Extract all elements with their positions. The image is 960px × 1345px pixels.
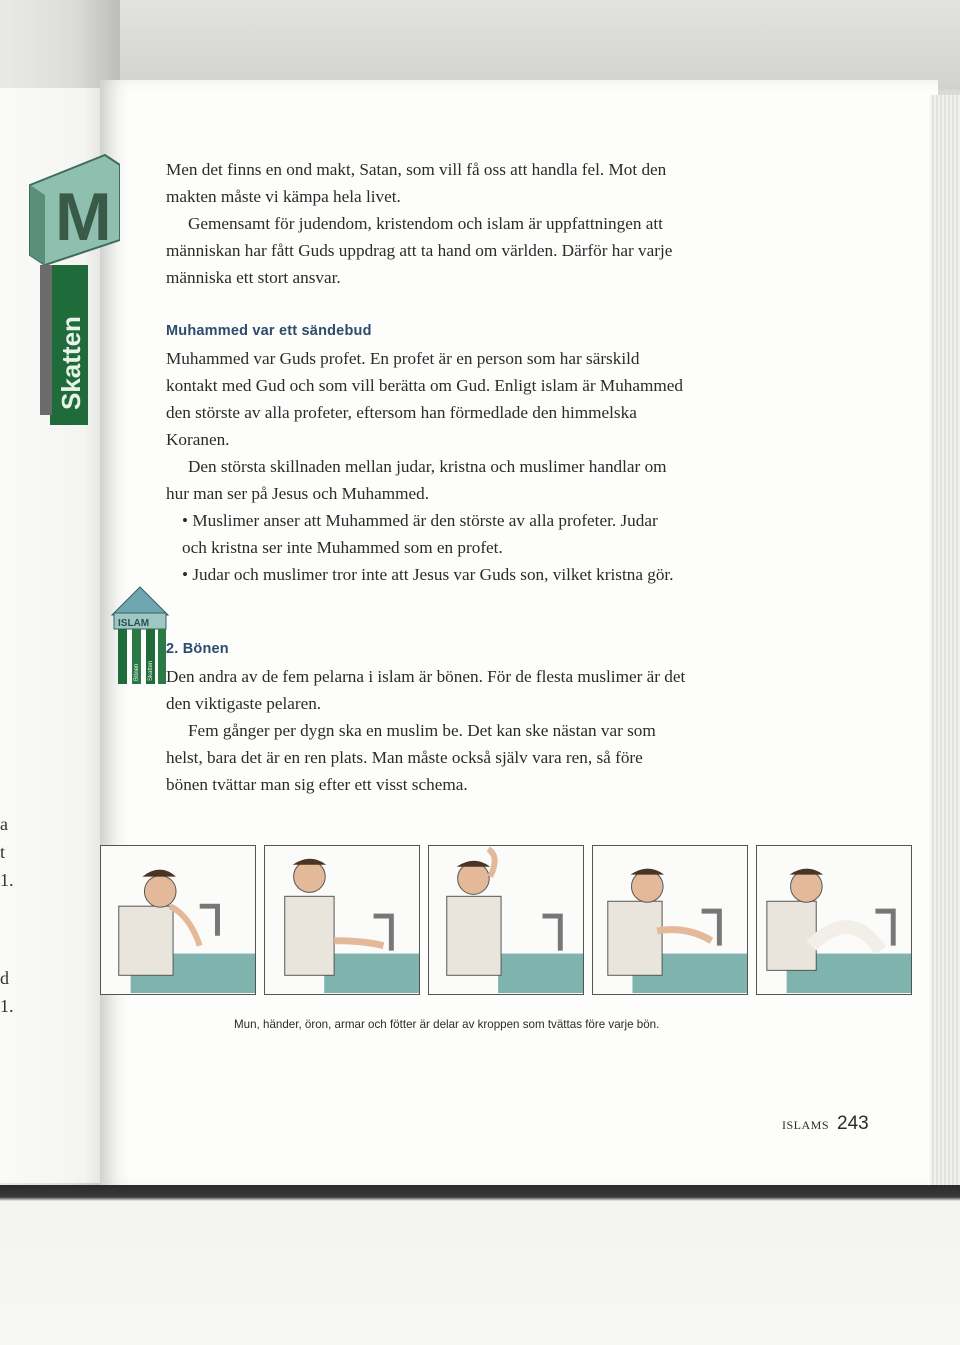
paragraph: Den andra av de fem pelarna i islam är bönen. För de flesta muslimer är det den viktigaste pelaren. bbox=[166, 667, 686, 713]
margin-letter: t bbox=[0, 842, 6, 862]
bullet-item: • Judar och muslimer tror inte att Jesus var Guds son, vilket kristna gör. bbox=[182, 565, 674, 584]
figure-caption: Mun, händer, öron, armar och fötter är delar av kroppen som tvättas före varje bön. bbox=[234, 1018, 660, 1031]
paragraph: Den största skillnaden mellan judar, kristna och muslimer handlar om hur man ser på Jesus och Muhammed. bbox=[166, 457, 667, 503]
bullet-text: Muslimer anser att Muhammed är den störste av alla profeter. Judar och kristna ser inte Muhammed som en profet. bbox=[182, 511, 658, 557]
pillar-illustration-large bbox=[10, 145, 120, 435]
pillar-small-label: Bönen bbox=[134, 663, 140, 681]
wash-ears-illustration bbox=[428, 845, 584, 995]
page-stack-edge bbox=[930, 95, 960, 1190]
section-heading: Muhammed var ett sändebud bbox=[166, 323, 372, 339]
scanner-top bbox=[100, 0, 960, 90]
page-number: 243 bbox=[837, 1113, 869, 1134]
paragraph: Fem gånger per dygn ska en muslim be. Det kan ske nästan var som helst, bara det är en ren plats. Man måste också själv vara ren, så före bönen tvättar man sig efter ett visst schema. bbox=[166, 721, 656, 794]
section-prayer bbox=[166, 636, 686, 798]
bullet-text: Judar och muslimer tror inte att Jesus var Guds son, vilket kristna gör. bbox=[192, 565, 674, 584]
pillar-small-word: ISLAM bbox=[118, 618, 150, 629]
chapter-label: ISLAMS bbox=[782, 1118, 830, 1132]
bullet-item: • Muslimer anser att Muhammed är den störste av alla profeter. Judar och kristna ser inte Muhammed som en profet. bbox=[182, 511, 658, 557]
paragraph: Men det finns en ond makt, Satan, som vill få oss att handla fel. Mot den makten måste vi kämpa hela livet. bbox=[166, 160, 667, 206]
wash-hands-illustration bbox=[264, 845, 420, 995]
pillar-letter: M bbox=[55, 179, 112, 255]
wash-feet-illustration bbox=[756, 845, 912, 995]
pillar-word: Skatten bbox=[56, 316, 86, 410]
wash-mouth-illustration bbox=[100, 845, 256, 995]
ablution-illustrations bbox=[100, 845, 912, 997]
page-footer bbox=[782, 1113, 869, 1135]
section-heading: 2. Bönen bbox=[166, 641, 229, 657]
section-messenger bbox=[166, 318, 686, 588]
paragraph: Gemensamt för judendom, kristendom och islam är uppfattningen att människan har fått Guds uppdrag att ta hand om världen. Därför har varje människa ett stort ansvar. bbox=[166, 214, 673, 287]
pillar-small-label: Skatten bbox=[148, 660, 154, 681]
margin-letter: 1. bbox=[0, 870, 14, 890]
paragraph: Muhammed var Guds profet. En profet är en person som har särskild kontakt med Gud och som vill berätta om Gud. Enligt islam är Muhammed den störste av alla profeter, eftersom han förmedlade den himmelska Koranen. bbox=[166, 349, 683, 449]
margin-letter: d bbox=[0, 968, 9, 988]
intro-text bbox=[166, 156, 686, 291]
scanner-bottom bbox=[0, 1185, 960, 1345]
margin-letter: a bbox=[0, 814, 8, 834]
margin-letter: 1. bbox=[0, 996, 14, 1016]
wash-arms-illustration bbox=[592, 845, 748, 995]
facing-page-margin-text bbox=[0, 810, 20, 1020]
pillar-illustration-small bbox=[110, 585, 170, 690]
